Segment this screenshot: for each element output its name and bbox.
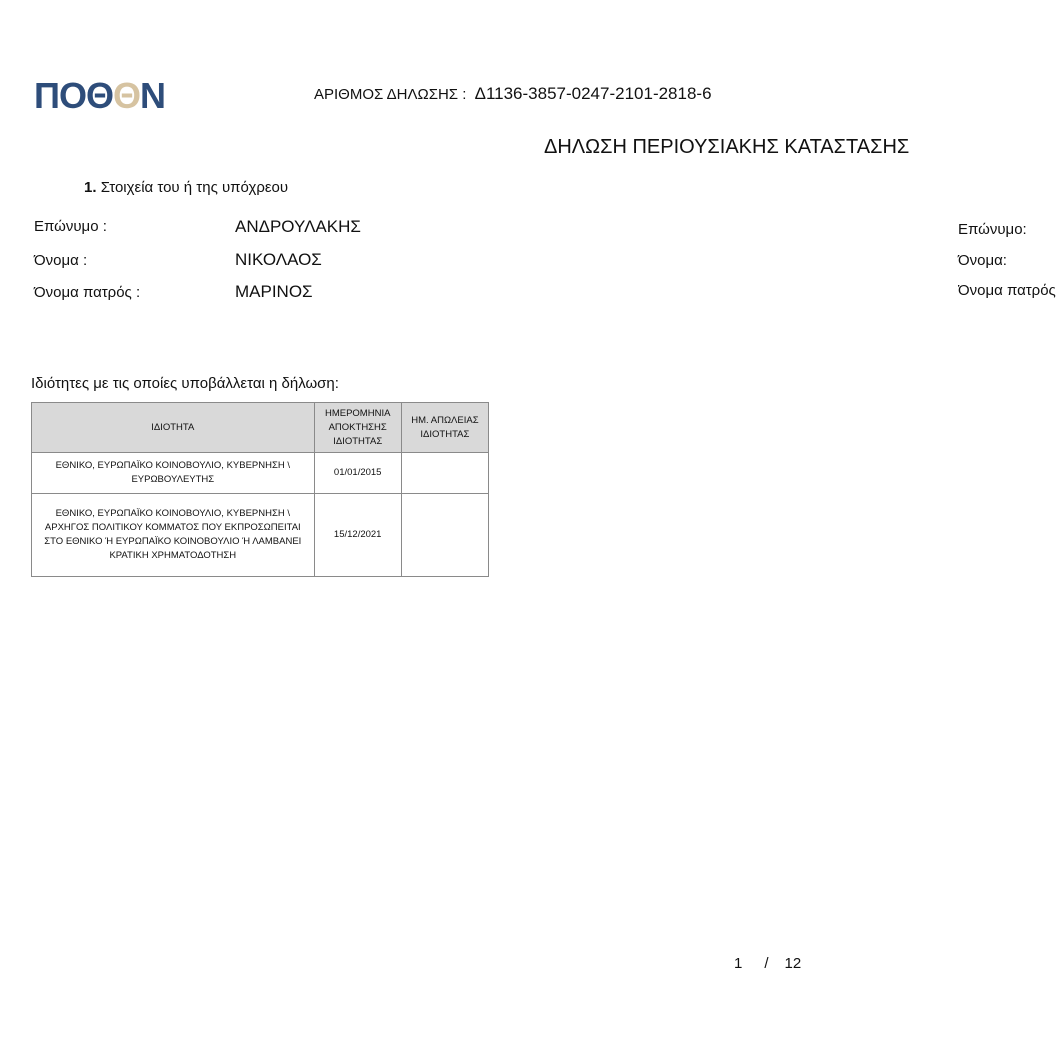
table-row <box>32 494 489 577</box>
page-indicator <box>734 955 801 972</box>
name-label: Όνομα : <box>34 252 88 269</box>
column-header-acquired-date: ΗΜΕΡΟΜΗΝΙΑ ΑΠΟΚΤΗΣΗΣ ΙΔΙΟΤΗΤΑΣ <box>314 403 401 453</box>
father-name-label: Όνομα πατρός : <box>34 284 141 301</box>
father-name-value: ΜΑΡΙΝΟΣ <box>235 282 313 301</box>
surname-label: Επώνυμο : <box>34 218 107 235</box>
capacities-table <box>31 402 489 577</box>
spouse-surname-label: Επώνυμο: <box>958 221 1027 238</box>
name-value: ΝΙΚΟΛΑΟΣ <box>235 250 322 269</box>
capacity-cell: ΕΘΝΙΚΟ, ΕΥΡΩΠΑΪΚΟ ΚΟΙΝΟΒΟΥΛΙΟ, ΚΥΒΕΡΝΗΣΗ \ ΕΥΡΩΒΟΥΛΕΥΤΗΣ <box>32 453 315 494</box>
logo <box>34 75 166 116</box>
acquired-date-cell: 15/12/2021 <box>314 494 401 577</box>
column-header-lost-date: ΗΜ. ΑΠΩΛΕΙΑΣ ΙΔΙΟΤΗΤΑΣ <box>401 403 488 453</box>
lost-date-cell <box>401 494 488 577</box>
logo-text-middle: Θ <box>113 75 141 116</box>
table-row <box>32 453 489 494</box>
spouse-name-label: Όνομα: <box>958 252 1007 269</box>
declaration-number <box>314 84 712 104</box>
spouse-father-name-label: Όνομα πατρός <box>958 282 1056 299</box>
logo-text-left: ΠΟΘ <box>34 75 114 116</box>
table-header-row <box>32 403 489 453</box>
section-number: 1. <box>84 179 97 196</box>
page-separator: / <box>764 955 769 972</box>
declaration-number-value: Δ1136-3857-0247-2101-2818-6 <box>474 84 712 103</box>
column-header-capacity: ΙΔΙΟΤΗΤΑ <box>32 403 315 453</box>
total-pages: 12 <box>784 955 802 972</box>
page-title: ΔΗΛΩΣΗ ΠΕΡΙΟΥΣΙΑΚΗΣ ΚΑΤΑΣΤΑΣΗΣ <box>544 136 910 158</box>
lost-date-cell <box>401 453 488 494</box>
current-page: 1 <box>734 955 743 972</box>
capacity-cell: ΕΘΝΙΚΟ, ΕΥΡΩΠΑΪΚΟ ΚΟΙΝΟΒΟΥΛΙΟ, ΚΥΒΕΡΝΗΣΗ \ ΑΡΧΗΓΟΣ ΠΟΛΙΤΙΚΟΥ ΚΟΜΜΑΤΟΣ ΠΟΥ ΕΚΠΡΟΣΩΠΕΙΤΑΙ ΣΤΟ ΕΘΝΙΚΟ Ή ΕΥΡΩΠΑΪΚΟ ΚΟΙΝΟΒΟΥΛΙΟ Ή ΛΑΜΒΑΝΕΙ ΚΡΑΤΙΚΗ ΧΡΗΜΑΤΟΔΟΤΗΣΗ <box>32 494 315 577</box>
capacities-heading: Ιδιότητες με τις οποίες υποβάλλεται η δήλωση: <box>31 375 339 392</box>
section-heading <box>84 179 288 196</box>
acquired-date-cell: 01/01/2015 <box>314 453 401 494</box>
declaration-number-label: ΑΡΙΘΜΟΣ ΔΗΛΩΣΗΣ : <box>314 86 467 103</box>
surname-value: ΑΝΔΡΟΥΛΑΚΗΣ <box>235 217 361 236</box>
logo-text-right: Ν <box>140 75 166 116</box>
section-title: Στοιχεία του ή της υπόχρεου <box>100 179 289 196</box>
